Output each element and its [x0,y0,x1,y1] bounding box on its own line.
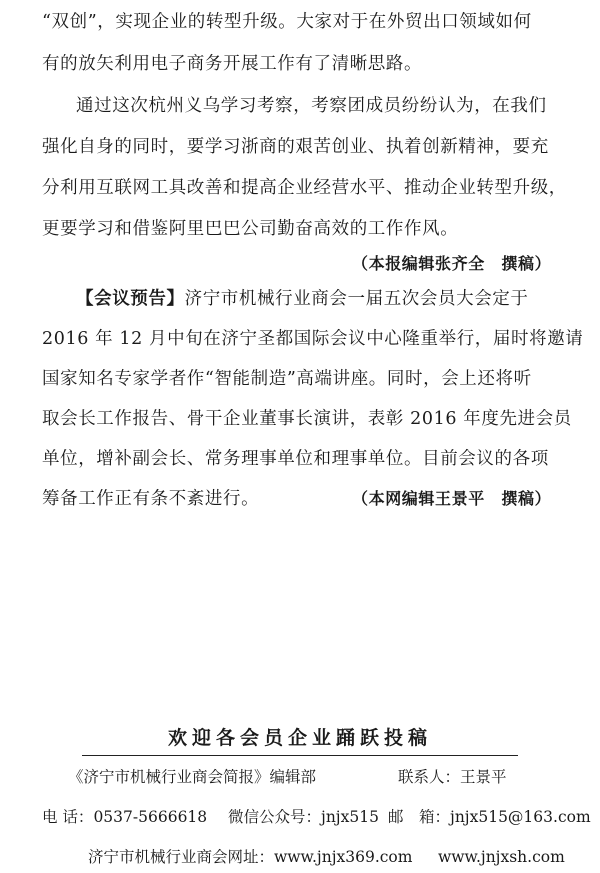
article-line: 强化自身的同时，要学习浙商的艰苦创业、执着创新精神，要充 [42,137,549,157]
phone [42,806,207,828]
notice-tag: 【会议预告】 [76,289,185,309]
website [88,846,412,868]
editorial-department: 《济宁市机械行业商会简报》编辑部 [68,768,317,786]
contact-name: 王景平 [460,768,507,786]
wechat-account: jnjx515 [321,808,379,826]
notice-line: 国家知名专家学者作“智能制造”高端讲座。同时，会上还将听 [42,369,532,389]
website-url-1: www.jnjx369.com [274,848,413,866]
notice-line: 济宁市机械行业商会一届五次会员大会定于 [184,289,529,309]
email-address: jnjx515@163.com [450,808,591,826]
contact-label: 联系人： [398,768,461,786]
contact-person [398,766,507,788]
notice-credit: （本网编辑王景平 撰稿） [352,489,552,508]
email [388,806,591,828]
article-line: “双创”，实现企业的转型升级。大家对于在外贸出口领域如何 [42,12,532,32]
footer-divider [82,755,518,756]
notice-line: 筹备工作正有条不紊进行。 [42,489,260,509]
article-line: 分利用互联网工具改善和提高企业经营水平、推动企业转型升级， [42,178,567,198]
article-credit: （本报编辑张齐全 撰稿） [352,254,552,273]
article-line: 通过这次杭州义乌学习考察，考察团成员纷纷认为，在我们 [76,96,547,116]
email-label: 邮 箱： [388,808,451,826]
phone-label: 电 话： [42,808,94,826]
article-line: 更要学习和借鉴阿里巴巴公司勤奋高效的工作作风。 [42,219,459,239]
website-label: 济宁市机械行业商会网址： [88,848,275,866]
wechat-label: 微信公众号： [228,808,322,826]
notice-first-line [76,287,529,311]
phone-number: 0537-5666618 [93,808,208,826]
notice-line: 单位，增补副会长、常务理事单位和理事单位。目前会议的各项 [42,449,549,469]
notice-line: 取会长工作报告、骨干企业董事长演讲，表彰 2016 年度先进会员 [42,409,572,429]
notice-line: 2016 年 12 月中旬在济宁圣都国际会议中心隆重举行，届时将邀请 [42,329,584,349]
website-url-2: www.jnjxsh.com [438,848,565,866]
article-line: 有的放矢利用电子商务开展工作有了清晰思路。 [42,54,423,74]
footer-title: 欢迎各会员企业踊跃投稿 [167,727,432,749]
wechat [228,806,379,828]
